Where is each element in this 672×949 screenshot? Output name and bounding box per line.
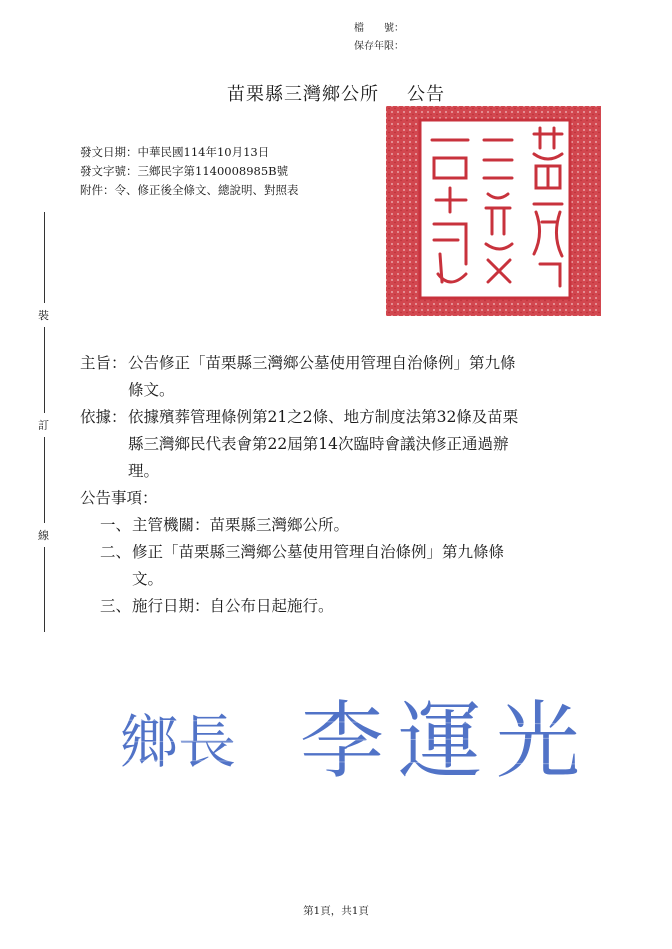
- item-1-text: 主管機關：苗栗縣三灣鄉公所。: [132, 516, 350, 534]
- item-3-number: 三、: [100, 597, 132, 615]
- basis-line-1: 依據殯葬管理條例第21之2條、地方制度法第32條及苗栗: [128, 408, 519, 426]
- item-2-line-1: 修正「苗栗縣三灣鄉公墓使用管理自治條例」第九條條: [132, 543, 505, 561]
- mayor-signature-stamp: [110, 690, 590, 790]
- basis-line-3: 理。: [128, 462, 160, 480]
- retention-label: 保存年限：: [354, 41, 404, 52]
- item-2-line-2: 文。: [132, 570, 164, 588]
- title-org: 苗栗縣三灣鄉公所: [227, 84, 379, 105]
- basis-label: 依據：: [80, 408, 127, 426]
- subject-line-2: 條文。: [128, 381, 175, 399]
- binding-mark-3: 線: [38, 523, 49, 547]
- binding-mark-2: 訂: [38, 413, 49, 437]
- binding-mark-1: 裝: [38, 303, 49, 327]
- attachment-list: 附件：令、修正後全條文、總說明、對照表: [80, 183, 299, 197]
- item-2-number: 二、: [100, 543, 132, 561]
- subject-label: 主旨：: [80, 354, 127, 372]
- file-number-label: 檔 號：: [354, 23, 404, 34]
- items-label: 公告事項：: [80, 489, 158, 507]
- document-number: 發文字號：三鄉民字第1140008985B號: [80, 164, 289, 178]
- basis-line-2: 縣三灣鄉民代表會第22屆第14次臨時會議決修正通過辦: [128, 435, 509, 453]
- title-type: 公告: [407, 84, 445, 105]
- issue-date: 發文日期：中華民國114年10月13日: [80, 145, 270, 159]
- page-title: [0, 80, 672, 106]
- signature-title: 鄉長: [120, 708, 237, 776]
- subject-line-1: 公告修正「苗栗縣三灣鄉公墓使用管理自治條例」第九條: [128, 354, 516, 372]
- page-number: 第1頁，共1頁: [303, 905, 369, 917]
- signature-name: 李運光: [300, 692, 590, 790]
- official-seal: [384, 104, 603, 318]
- item-1-number: 一、: [100, 516, 132, 534]
- item-3-text: 施行日期：自公布日起施行。: [132, 597, 334, 615]
